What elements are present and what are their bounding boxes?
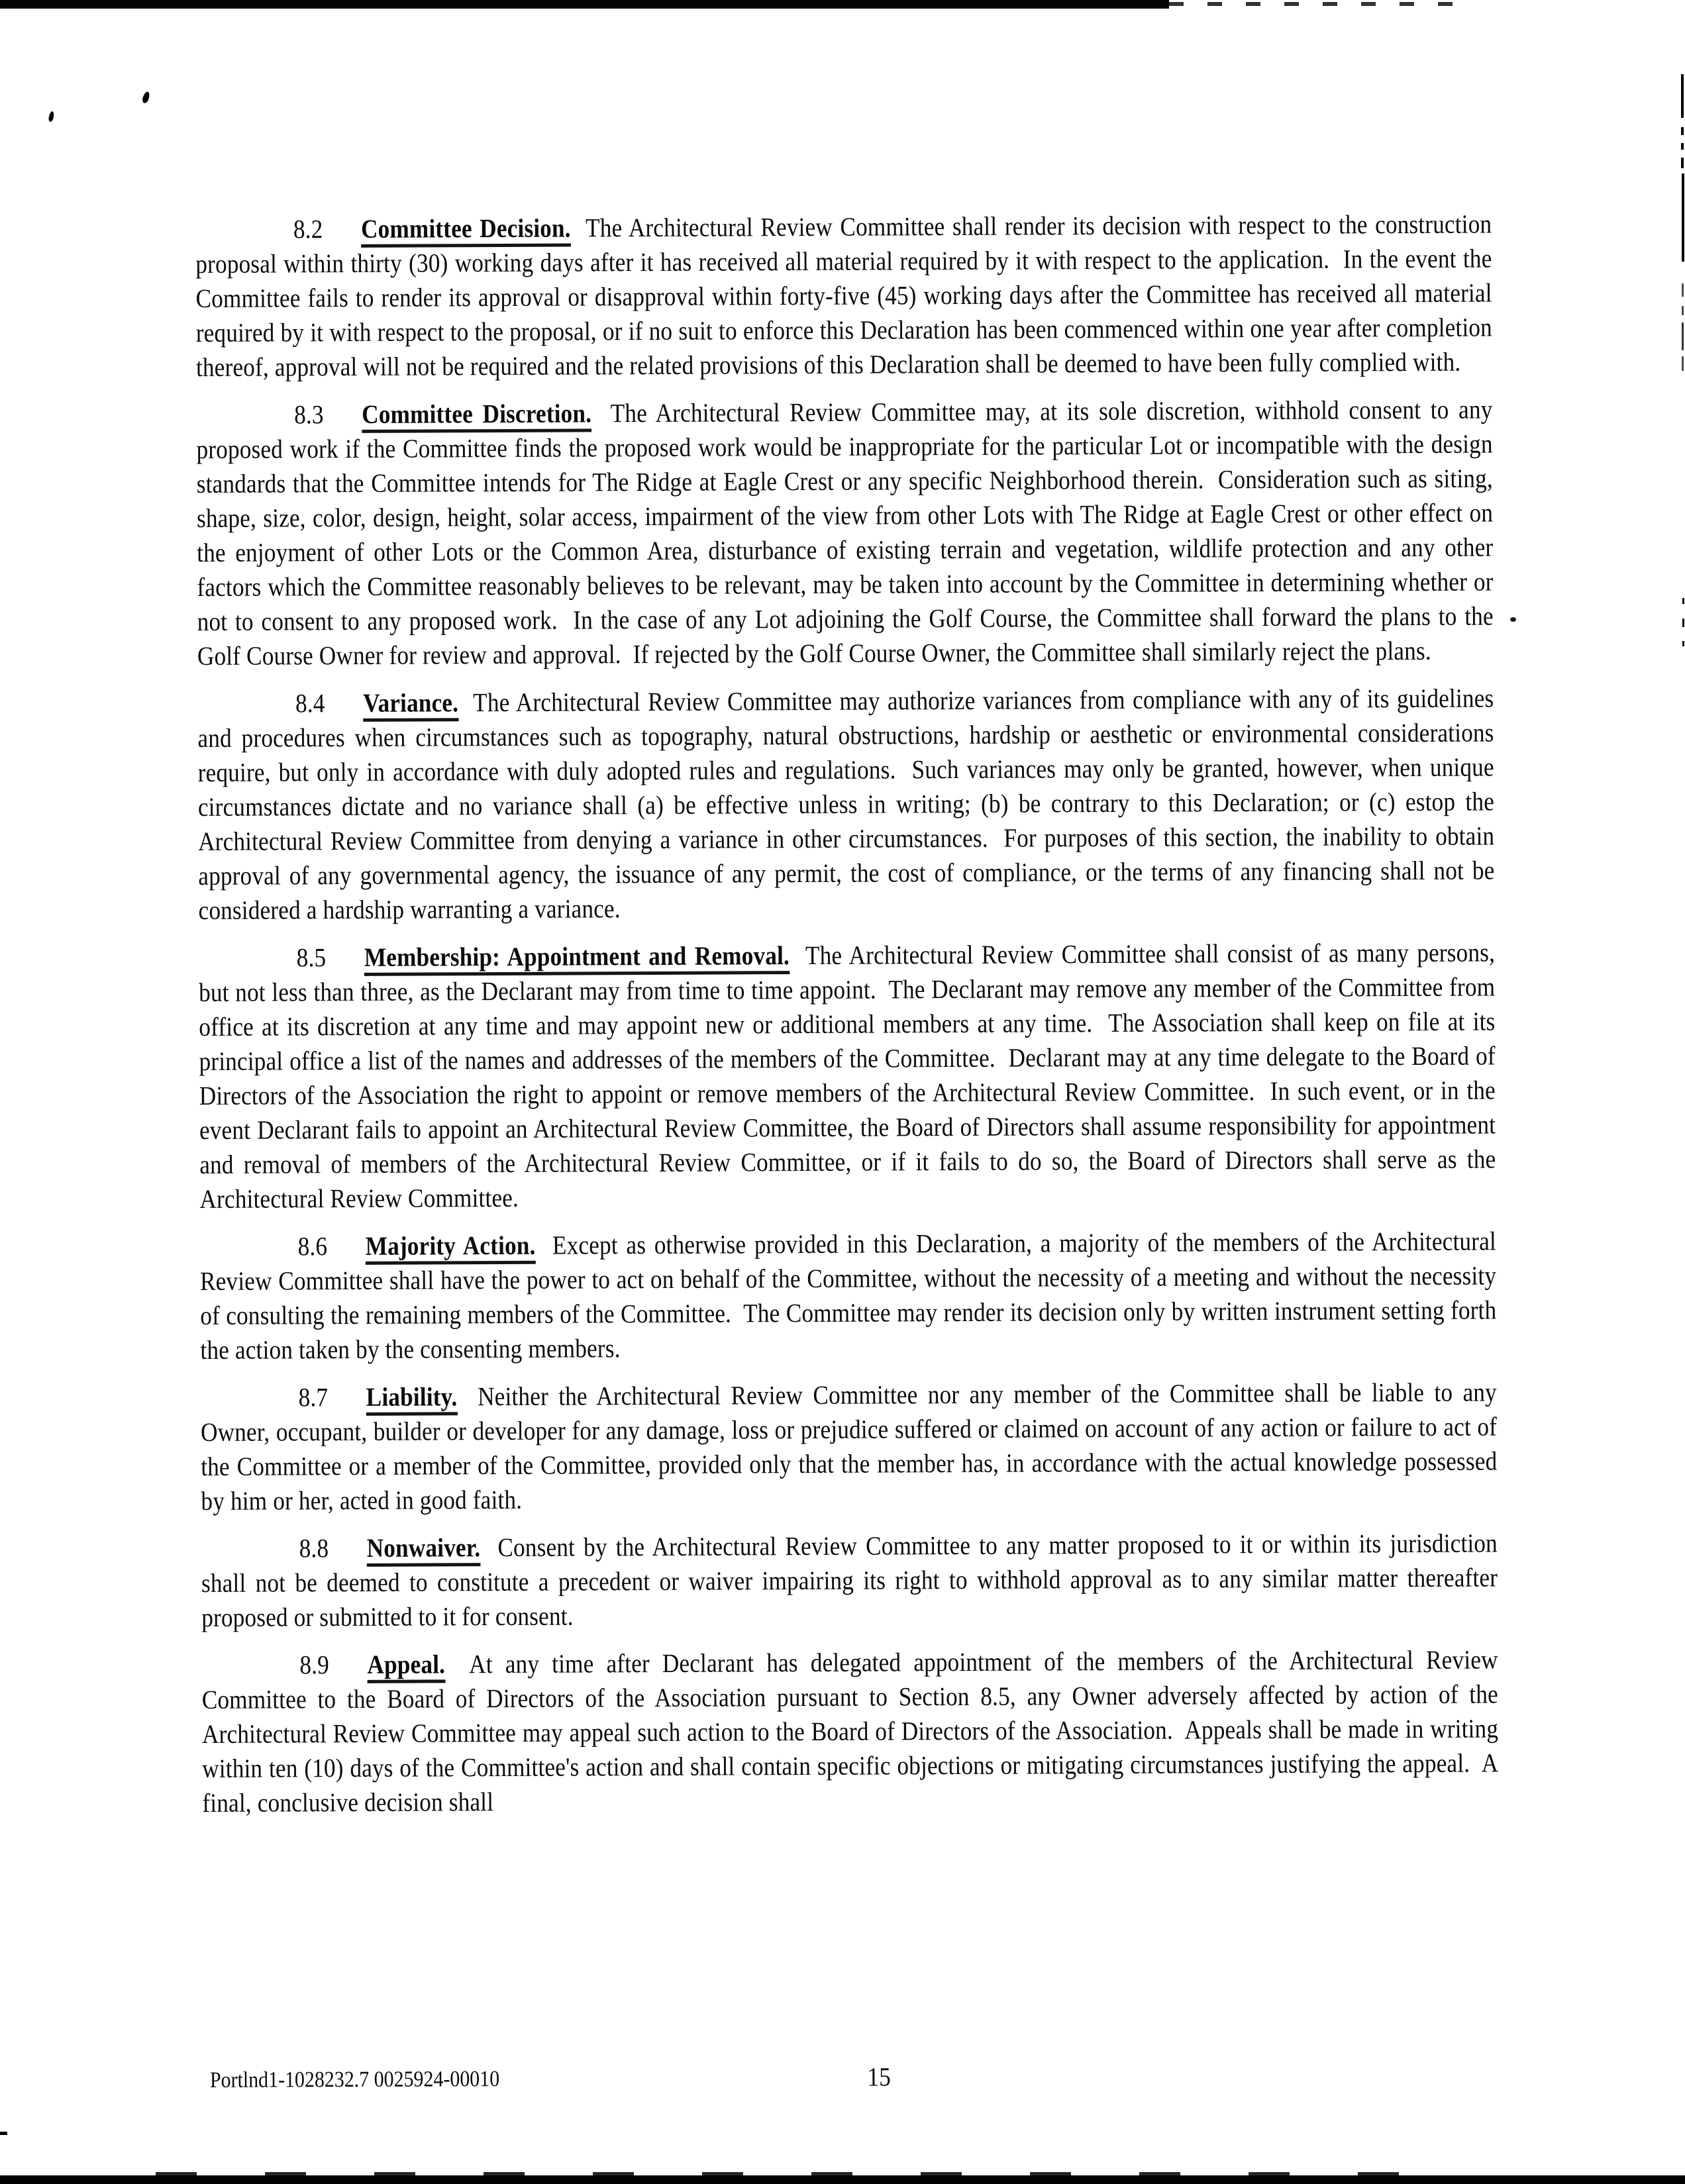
scan-artifact-top-bar [0, 0, 1169, 9]
scan-artifact-edge-mark [1682, 306, 1684, 315]
section-8-8 [201, 1526, 1504, 1635]
scan-artifact-edge-mark [1682, 641, 1684, 646]
scan-artifact-edge-mark [1682, 356, 1684, 371]
scan-artifact-top-bar-dashes [1169, 2, 1475, 6]
section-title: Committee Decision. [361, 213, 571, 248]
section-8-2 [195, 207, 1498, 385]
section-number: 8.6 [297, 1231, 328, 1262]
section-text: The Architectural Review Committee may authorize variances from compliance with any of its guidelines and procedures when circumstances such as topography, natural obstructions, hardship or aesthetic or environmental considerations require, but only in accordance with duly adopted rules and regulations. Such variances may only be granted, however, when unique circumstances dictate and no variance shall (a) be effective unless in writing; (b) be contrary to this Declaration; or (c) estop the Architectural Review Committee from denying a variance in other circumstances. For purposes of this section, the inability to obtain approval of any governmental agency, the issuance of any permit, the cost of compliance, or the terms of any financing shall not be considered a hardship warranting a variance. [197, 683, 1501, 925]
section-title: Majority Action. [366, 1230, 536, 1265]
section-text: The Architectural Review Committee shall consist of as many persons, but not less than three, as the Declarant may from time to time appoint. The Declarant may remove any member of the Committee from office at its discretion at any time and may appoint new or additional members at any time. The Association shall keep on file at its principal office a list of the names and addresses of the members of the Committee. Declarant may at any time delegate to the Board of Directors of the Association the right to appoint or remove members of the Architectural Review Committee. In such event, or in the event Declarant fails to appoint an Architectural Review Committee, the Board of Directors shall assume responsibility for appointment and removal of members of the Architectural Review Committee, or if it fails to do so, the Board of Directors shall serve as the Architectural Review Committee. [199, 937, 1502, 1214]
scan-artifact-edge-mark [1681, 74, 1684, 118]
section-8-5 [199, 935, 1502, 1216]
scan-artifact-edge-mark [1682, 174, 1684, 262]
section-text: The Architectural Review Committee shall render its decision with respect to the construction proposal within thirty (30) working days after it has received all material required by it with respect to the application. In the event the Committee fails to render its approval or disapproval within forty-five (45) working days after the Committee has received all material required by it with respect to the proposal, or if no suit to enforce this Declaration has been commenced within one year after completion thereof, approval will not be required and the related provisions of this Declaration shall be deemed to have been fully complied with. [195, 209, 1498, 382]
scan-artifact-bottom-bar [0, 2175, 1685, 2184]
scan-artifact-edge-mark [1681, 158, 1684, 168]
scan-artifact-edge-mark [1682, 323, 1684, 350]
section-number: 8.2 [293, 214, 323, 244]
section-title: Membership: Appointment and Removal. [364, 940, 790, 976]
section-number: 8.4 [295, 688, 325, 719]
section-8-9 [201, 1642, 1505, 1820]
scan-artifact-edge-mark [1682, 619, 1684, 627]
section-number: 8.5 [296, 942, 327, 973]
section-text: Consent by the Architectural Review Committee to any matter proposed to it or within its jurisdiction shall not be deemed to constitute a precedent or waiver impairing its right to withhold approval as to any similar matter thereafter proposed or submitted to it for consent. [201, 1528, 1504, 1632]
scan-artifact-edge-mark [1682, 598, 1684, 604]
scan-artifact-edge-mark [0, 2132, 7, 2135]
scan-artifact-speck [48, 111, 54, 122]
footer-document-id: Portlnd1-1028232.7 0025924-00010 [209, 2067, 500, 2093]
document-body [195, 207, 1505, 2093]
scan-artifact-edge-mark [1682, 283, 1684, 297]
page-number: 15 [867, 2061, 891, 2092]
scan-artifact-speck [141, 91, 150, 104]
scan-artifact-edge-mark [1681, 143, 1684, 150]
section-text: Except as otherwise provided in this Declaration, a majority of the members of the Architectural Review Committee shall have the power to act on behalf of the Committee, without the necessity of a meeting and without the necessity of consulting the remaining members of the Committee. The Committee may render its decision only by written instrument setting forth the action taken by the consenting members. [199, 1226, 1503, 1365]
section-text: At any time after Declarant has delegated appointment of the members of the Architectural Review Committee to the Board of Directors of the Association pursuant to Section 8.5, any Owner adversely affected by action of the Architectural Review Committee may appeal such action to the Board of Directors of the Association. Appeals shall be made in writing within ten (10) days of the Committee's action and shall contain specific objections or mitigating circumstances justifying the appeal. A final, conclusive decision shall [201, 1644, 1505, 1818]
section-title: Liability. [366, 1381, 458, 1416]
section-number: 8.3 [294, 399, 324, 430]
section-8-3 [196, 392, 1500, 673]
section-title: Committee Discretion. [362, 398, 591, 433]
section-8-6 [199, 1224, 1503, 1367]
section-8-7 [200, 1375, 1504, 1518]
section-number: 8.9 [299, 1650, 330, 1680]
section-number: 8.7 [298, 1382, 329, 1413]
section-8-4 [197, 681, 1501, 928]
section-number: 8.8 [299, 1533, 329, 1564]
section-title: Variance. [363, 687, 458, 722]
section-text: Neither the Architectural Review Committee nor any member of the Committee shall be liable to any Owner, occupant, builder or developer for any damage, loss or prejudice suffered or claimed on account of any action or failure to act of the Committee or a member of the Committee, provided only that the member has, in accordance with the actual knowledge possessed by him or her, acted in good faith. [200, 1377, 1504, 1516]
scan-artifact-edge-mark [1681, 127, 1684, 135]
scan-artifact-speck [1510, 617, 1516, 622]
section-title: Appeal. [367, 1649, 445, 1683]
section-title: Nonwaiver. [367, 1532, 481, 1567]
section-text: The Architectural Review Committee may, at its sole discretion, withhold consent to any proposed work if the Committee finds the proposed work would be inappropriate for the particular Lot or incompatible with the design standards that the Committee intends for The Ridge at Eagle Crest or any specific Neighborhood therein. Consideration such as siting, shape, size, color, design, height, solar access, impairment of the view from other Lots with The Ridge at Eagle Crest or other effect on the enjoyment of other Lots or the Common Area, disturbance of existing terrain and vegetation, wildlife protection and any other factors which the Committee reasonably believes to be relevant, may be taken into account by the Committee in determining whether or not to consent to any proposed work. In the case of any Lot adjoining the Golf Course, the Committee shall forward the plans to the Golf Course Owner for review and approval. If rejected by the Golf Course Owner, the Committee shall similarly reject the plans. [196, 394, 1500, 671]
